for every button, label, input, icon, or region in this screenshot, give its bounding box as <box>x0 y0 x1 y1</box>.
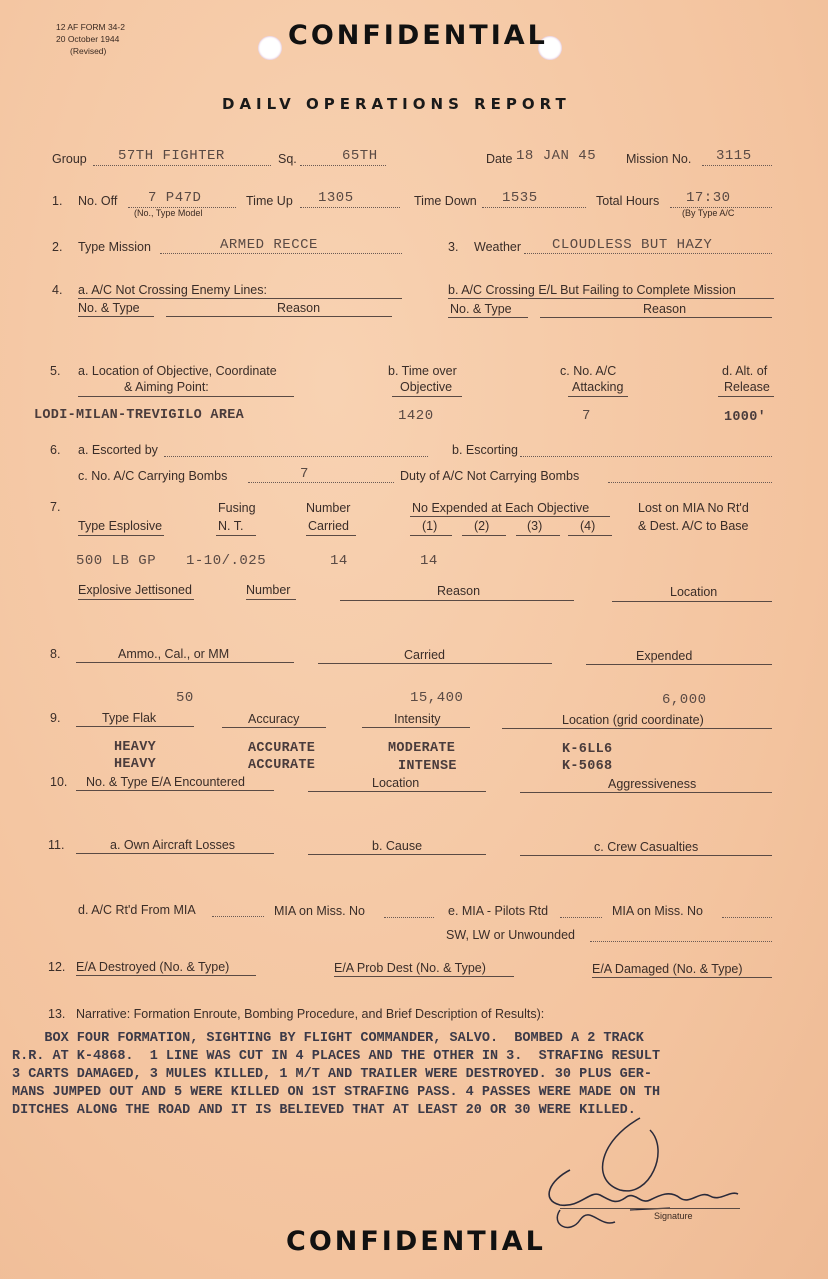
ammo-carried-value: 15,400 <box>410 690 464 706</box>
item7-number: 7. <box>50 500 61 514</box>
date-value: 18 JAN 45 <box>516 148 597 164</box>
weather-label: Weather <box>474 240 522 254</box>
item3-number: 3. <box>448 240 459 254</box>
fusing-label: Fusing <box>218 501 256 515</box>
failing-col-reason: Reason <box>643 302 687 316</box>
lost-label-2: & Dest. A/C to Base <box>638 519 749 533</box>
not-crossing-col-type: No. & Type <box>78 301 140 315</box>
attacking-value: 7 <box>582 408 591 424</box>
footer-classification: CONFIDENTIAL <box>286 1226 546 1257</box>
nt-label: N. T. <box>218 519 244 533</box>
date-label: Date <box>486 152 513 166</box>
objective-3-label: (3) <box>527 519 543 533</box>
flak-location-label: Location (grid coordinate) <box>562 713 704 727</box>
flak-row2-type: HEAVY <box>114 757 157 772</box>
ea-destroyed-label: E/A Destroyed (No. & Type) <box>76 960 230 974</box>
punch-hole-left <box>258 36 282 60</box>
ea-encountered-label: No. & Type E/A Encountered <box>86 775 245 789</box>
altitude-label-2: Release <box>724 380 770 394</box>
explosive-type-value: 500 LB GP <box>76 553 157 569</box>
flak-accuracy-label: Accuracy <box>248 712 300 726</box>
crew-casualties-label: c. Crew Casualties <box>594 840 699 854</box>
narrative-line: MANS JUMPED OUT AND 5 WERE KILLED ON 1ST STRAFING PASS. 4 PASSES WERE MADE ON TH <box>12 1085 661 1100</box>
aggressiveness-label: Aggressiveness <box>608 777 697 791</box>
weather-value: CLOUDLESS BUT HAZY <box>552 237 713 253</box>
own-losses-label: a. Own Aircraft Losses <box>110 838 236 852</box>
narrative-line: R.R. AT K-4868. 1 LINE WAS CUT IN 4 PLACES AND THE OTHER IN 3. STRAFING RESULT <box>12 1049 661 1064</box>
narrative-label: Narrative: Formation Enroute, Bombing Procedure, and Brief Description of Results): <box>76 1007 545 1021</box>
item13-number: 13. <box>48 1007 66 1021</box>
wounded-status-label: SW, LW or Unwounded <box>446 928 575 942</box>
escorting-label: b. Escorting <box>452 443 519 457</box>
sq-label: Sq. <box>278 152 297 166</box>
explosive-type-label: Type Esplosive <box>78 519 163 533</box>
carrying-bombs-label: c. No. A/C Carrying Bombs <box>78 469 228 483</box>
item5-number: 5. <box>50 364 61 378</box>
ammo-expended-value: 6,000 <box>662 692 707 708</box>
item10-number: 10. <box>50 775 68 789</box>
mission-value: 3115 <box>716 148 752 164</box>
time-down-label: Time Down <box>414 194 477 208</box>
jettisoned-location-label: Location <box>670 585 718 599</box>
objective-4-label: (4) <box>580 519 596 533</box>
ammo-value: 50 <box>176 690 194 706</box>
rtd-from-mia-label: d. A/C Rt'd From MIA <box>78 903 196 917</box>
item12-number: 12. <box>48 960 66 974</box>
item6-number: 6. <box>50 443 61 457</box>
objective-1-label: (1) <box>422 519 438 533</box>
group-value: 57TH FIGHTER <box>118 148 225 164</box>
expended-value: 14 <box>420 553 438 569</box>
mission-type-label: Type Mission <box>78 240 151 254</box>
objective-2-label: (2) <box>474 519 490 533</box>
item4-number: 4. <box>52 283 63 297</box>
planes-off-label: No. Off <box>78 194 118 208</box>
objective-location-value: LODI-MILAN-TREVIGILO AREA <box>34 408 245 423</box>
total-hours-sub: (By Type A/C <box>682 208 735 218</box>
planes-off-sub: (No., Type Model <box>134 208 203 218</box>
sq-value: 65TH <box>342 148 378 164</box>
time-over-value: 1420 <box>398 408 434 424</box>
signature-label: Signature <box>654 1211 693 1221</box>
item1-number: 1. <box>52 194 63 208</box>
time-up-value: 1305 <box>318 190 354 206</box>
jettisoned-reason-label: Reason <box>437 584 481 598</box>
altitude-label-1: d. Alt. of <box>722 364 768 378</box>
time-over-label-1: b. Time over <box>388 364 457 378</box>
escorted-label: a. Escorted by <box>78 443 158 457</box>
flak-row1-type: HEAVY <box>114 740 157 755</box>
flak-row1-intensity: MODERATE <box>388 741 456 756</box>
narrative-line: BOX FOUR FORMATION, SIGHTING BY FLIGHT COMMANDER, SALVO. BOMBED A 2 TRACK <box>12 1031 644 1046</box>
jettisoned-label: Explosive Jettisoned <box>78 583 192 597</box>
carrying-bombs-value: 7 <box>300 466 309 482</box>
ea-location-label: Location <box>372 776 420 790</box>
flak-row1-location: K-6LL6 <box>562 742 613 757</box>
total-hours-value: 17:30 <box>686 190 731 206</box>
fusing-value: 1-10/.025 <box>186 553 267 569</box>
attacking-label-2: Attacking <box>572 380 624 394</box>
flak-type-label: Type Flak <box>102 711 157 725</box>
report-title: DAILV OPERATIONS REPORT <box>222 95 571 113</box>
flak-row2-location: K-5068 <box>562 759 613 774</box>
number-carried-label-2: Carried <box>308 519 349 533</box>
attacking-label-1: c. No. A/C <box>560 364 617 378</box>
narrative-line: 3 CARTS DAMAGED, 3 MULES KILLED, 1 M/T AND TRAILER WERE DESTROYED. 30 PLUS GER- <box>12 1067 653 1082</box>
flak-row2-intensity: INTENSE <box>398 759 457 774</box>
time-down-value: 1535 <box>502 190 538 206</box>
objective-location-label-1: a. Location of Objective, Coordinate <box>78 364 277 378</box>
ea-damaged-label: E/A Damaged (No. & Type) <box>592 962 743 976</box>
expended-objective-label: No Expended at Each Objective <box>412 501 590 515</box>
total-hours-label: Total Hours <box>596 194 660 208</box>
form-number: 12 AF FORM 34-2 <box>56 22 125 32</box>
header-classification: CONFIDENTIAL <box>288 20 548 51</box>
not-crossing-label: a. A/C Not Crossing Enemy Lines: <box>78 283 267 297</box>
mission-type-value: ARMED RECCE <box>220 237 318 253</box>
mia-miss-label: MIA on Miss. No <box>274 904 365 918</box>
ammo-expended-label: Expended <box>636 649 693 663</box>
loss-cause-label: b. Cause <box>372 839 423 853</box>
form-date: 20 October 1944 <box>56 34 120 44</box>
narrative-line: DITCHES ALONG THE ROAD AND IT IS BELIEVED THAT AT LEAST 20 OR 30 WERE KILLED. <box>12 1103 636 1118</box>
group-label: Group <box>52 152 87 166</box>
narrative-text <box>12 1030 660 1120</box>
form-revised: (Revised) <box>70 46 107 56</box>
jettisoned-number-label: Number <box>246 583 291 597</box>
ammo-label: Ammo., Cal., or MM <box>118 647 230 661</box>
planes-off-value: 7 P47D <box>148 190 202 206</box>
ammo-carried-label: Carried <box>404 648 445 662</box>
failing-col-type: No. & Type <box>450 302 512 316</box>
ea-prob-label: E/A Prob Dest (No. & Type) <box>334 961 486 975</box>
item9-number: 9. <box>50 711 61 725</box>
carried-value: 14 <box>330 553 348 569</box>
item8-number: 8. <box>50 647 61 661</box>
number-carried-label-1: Number <box>306 501 351 515</box>
flak-row2-accuracy: ACCURATE <box>248 758 316 773</box>
mia-pilots-label: e. MIA - Pilots Rtd <box>448 904 549 918</box>
duty-label: Duty of A/C Not Carrying Bombs <box>400 469 580 483</box>
flak-row1-accuracy: ACCURATE <box>248 741 316 756</box>
time-up-label: Time Up <box>246 194 293 208</box>
item11-number: 11. <box>48 838 65 852</box>
mission-label: Mission No. <box>626 152 692 166</box>
failing-mission-label: b. A/C Crossing E/L But Failing to Complete Mission <box>448 283 736 297</box>
handwritten-signature <box>530 1110 760 1240</box>
objective-location-label-2: & Aiming Point: <box>124 380 209 394</box>
altitude-value: 1000' <box>724 410 767 425</box>
mia-miss2-label: MIA on Miss. No <box>612 904 703 918</box>
item2-number: 2. <box>52 240 63 254</box>
flak-intensity-label: Intensity <box>394 712 441 726</box>
not-crossing-col-reason: Reason <box>277 301 321 315</box>
lost-label-1: Lost on MIA No Rt'd <box>638 501 749 515</box>
time-over-label-2: Objective <box>400 380 453 394</box>
